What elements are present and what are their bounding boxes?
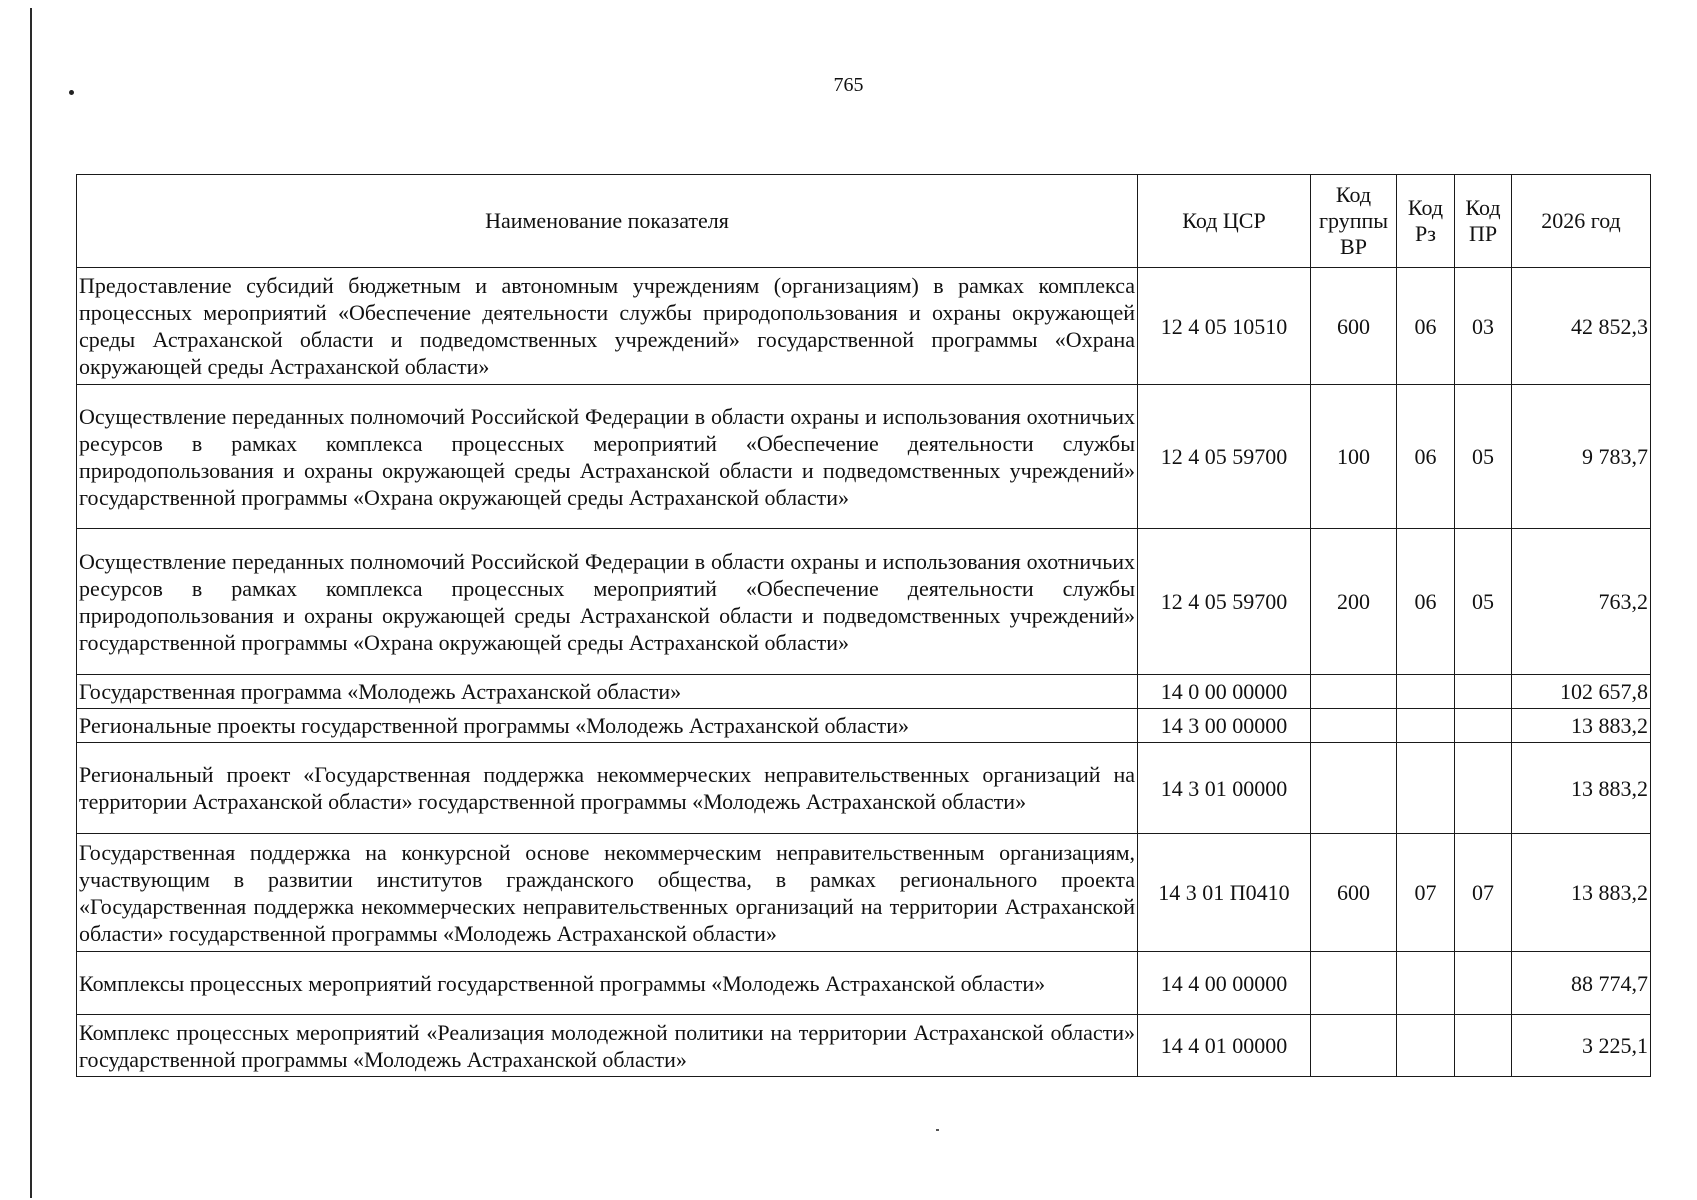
row-pr: 07 — [1455, 834, 1512, 952]
row-vr — [1311, 1015, 1397, 1077]
table-header-row — [77, 175, 1651, 268]
row-vr: 600 — [1311, 834, 1397, 952]
row-amount: 13 883,2 — [1512, 834, 1651, 952]
row-rz — [1397, 743, 1455, 834]
row-pr — [1455, 1015, 1512, 1077]
row-vr — [1311, 675, 1397, 709]
row-amount: 88 774,7 — [1512, 952, 1651, 1015]
table-row — [77, 385, 1651, 529]
row-csr: 12 4 05 10510 — [1138, 268, 1311, 385]
header-year: 2026 год — [1512, 175, 1651, 268]
row-csr: 14 4 01 00000 — [1138, 1015, 1311, 1077]
row-amount: 9 783,7 — [1512, 385, 1651, 529]
row-name: Предоставление субсидий бюджетным и автономным учреждениям (организациям) в рамках комплекса процессных мероприятий «Обеспечение деятельности службы природопользования и охраны окружающей среды Астраханской области и подведомственных учреждений» государственной программы «Охрана окружающей среды Астраханской области» — [77, 268, 1138, 385]
header-vr: Код группы ВР — [1311, 175, 1397, 268]
row-amount: 3 225,1 — [1512, 1015, 1651, 1077]
row-name: Комплекс процессных мероприятий «Реализация молодежной политики на территории Астраханской области» государственной программы «Молодежь Астраханской области» — [77, 1015, 1138, 1077]
table-row — [77, 834, 1651, 952]
header-rz: Код Рз — [1397, 175, 1455, 268]
row-pr — [1455, 952, 1512, 1015]
header-name: Наименование показателя — [77, 175, 1138, 268]
row-csr: 12 4 05 59700 — [1138, 529, 1311, 675]
header-pr: Код ПР — [1455, 175, 1512, 268]
table-row — [77, 675, 1651, 709]
row-vr — [1311, 743, 1397, 834]
row-csr: 14 3 01 П0410 — [1138, 834, 1311, 952]
row-csr: 14 3 01 00000 — [1138, 743, 1311, 834]
row-rz — [1397, 675, 1455, 709]
row-pr — [1455, 709, 1512, 743]
row-pr: 03 — [1455, 268, 1512, 385]
row-name: Государственная поддержка на конкурсной основе некоммерческим неправительственным организациям, участвующим в развитии институтов гражданского общества, в рамках регионального проекта «Государственная поддержка некоммерческих неправительственных организаций на территории Астраханской области» государственной программы «Молодежь Астраханской области» — [77, 834, 1138, 952]
row-csr: 14 0 00 00000 — [1138, 675, 1311, 709]
row-amount: 102 657,8 — [1512, 675, 1651, 709]
row-pr — [1455, 743, 1512, 834]
row-name: Осуществление переданных полномочий Российской Федерации в области охраны и использования охотничьих ресурсов в рамках комплекса процессных мероприятий «Обеспечение деятельности службы природопользования и охраны окружающей среды Астраханской области и подведомственных учреждений» государственной программы «Охрана окружающей среды Астраханской области» — [77, 529, 1138, 675]
row-name: Комплексы процессных мероприятий государственной программы «Молодежь Астраханской области» — [77, 952, 1138, 1015]
row-csr: 12 4 05 59700 — [1138, 385, 1311, 529]
row-pr: 05 — [1455, 529, 1512, 675]
row-rz: 07 — [1397, 834, 1455, 952]
row-rz: 06 — [1397, 529, 1455, 675]
table-row — [77, 268, 1651, 385]
row-amount: 13 883,2 — [1512, 709, 1651, 743]
row-rz: 06 — [1397, 385, 1455, 529]
page-number: 765 — [833, 74, 864, 96]
row-vr: 200 — [1311, 529, 1397, 675]
row-amount: 13 883,2 — [1512, 743, 1651, 834]
row-rz — [1397, 952, 1455, 1015]
row-csr: 14 3 00 00000 — [1138, 709, 1311, 743]
row-pr — [1455, 675, 1512, 709]
row-vr: 100 — [1311, 385, 1397, 529]
table-row — [77, 709, 1651, 743]
budget-table — [76, 174, 1651, 1077]
row-vr: 600 — [1311, 268, 1397, 385]
row-name: Осуществление переданных полномочий Российской Федерации в области охраны и использования охотничьих ресурсов в рамках комплекса процессных мероприятий «Обеспечение деятельности службы природопользования и охраны окружающей среды Астраханской области и подведомственных учреждений» государственной программы «Охрана окружающей среды Астраханской области» — [77, 385, 1138, 529]
row-name: Государственная программа «Молодежь Астраханской области» — [77, 675, 1138, 709]
row-rz: 06 — [1397, 268, 1455, 385]
row-csr: 14 4 00 00000 — [1138, 952, 1311, 1015]
header-csr: Код ЦСР — [1138, 175, 1311, 268]
row-amount: 763,2 — [1512, 529, 1651, 675]
scan-margin-line — [30, 8, 32, 1198]
table-row — [77, 743, 1651, 834]
row-vr — [1311, 952, 1397, 1015]
table-row — [77, 529, 1651, 675]
row-rz — [1397, 709, 1455, 743]
row-name: Региональные проекты государственной программы «Молодежь Астраханской области» — [77, 709, 1138, 743]
row-vr — [1311, 709, 1397, 743]
row-pr: 05 — [1455, 385, 1512, 529]
row-amount: 42 852,3 — [1512, 268, 1651, 385]
row-name: Региональный проект «Государственная поддержка некоммерческих неправительственных организаций на территории Астраханской области» государственной программы «Молодежь Астраханской области» — [77, 743, 1138, 834]
table-row — [77, 952, 1651, 1015]
scan-speck — [936, 1129, 939, 1131]
row-rz — [1397, 1015, 1455, 1077]
table-row — [77, 1015, 1651, 1077]
